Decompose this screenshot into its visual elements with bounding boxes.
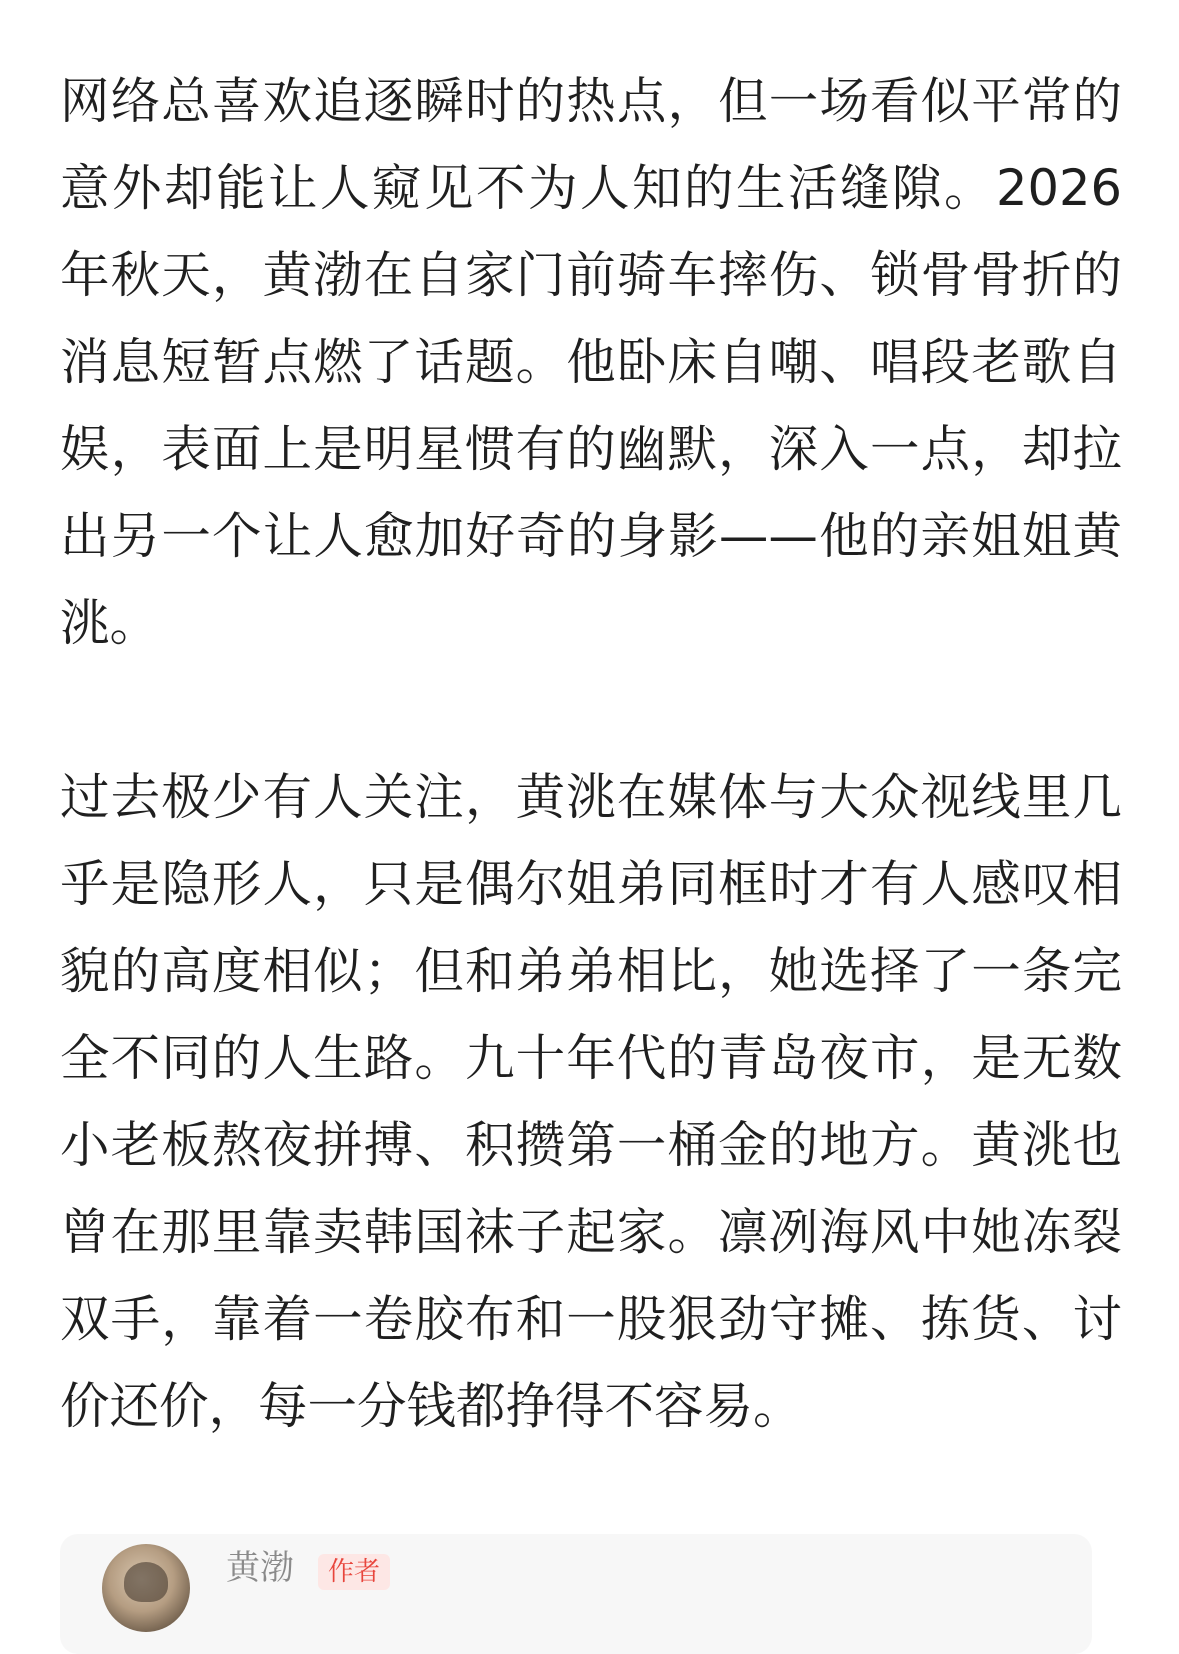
article-paragraph-1: 网络总喜欢追逐瞬时的热点，但一场看似平常的意外却能让人窥见不为人知的生活缝隙。2026年秋天，黄渤在自家门前骑车摔伤、锁骨骨折的消息短暂点燃了话题。他卧床自嘲、唱段老歌自娱，表面上是明星惯有的幽默，深入一点，却拉出另一个让人愈加好奇的身影——他的亲姐姐黄洮。 <box>60 72 1122 652</box>
author-comment-card[interactable] <box>60 1534 1092 1654</box>
author-name[interactable]: 黄渤 <box>226 1548 294 1588</box>
article-paragraph-2: 过去极少有人关注，黄洮在媒体与大众视线里几乎是隐形人，只是偶尔姐弟同框时才有人感叹相貌的高度相似；但和弟弟相比，她选择了一条完全不同的人生路。九十年代的青岛夜市，是无数小老板熬夜拼搏、积攒第一桶金的地方。黄洮也曾在那里靠卖韩国袜子起家。凛冽海风中她冻裂双手，靠着一卷胶布和一股狠劲守摊、拣货、讨价还价，每一分钱都挣得不容易。 <box>60 768 1122 1435</box>
article-body <box>60 58 1122 1450</box>
author-badge: 作者 <box>318 1554 390 1590</box>
author-avatar[interactable] <box>102 1544 190 1632</box>
